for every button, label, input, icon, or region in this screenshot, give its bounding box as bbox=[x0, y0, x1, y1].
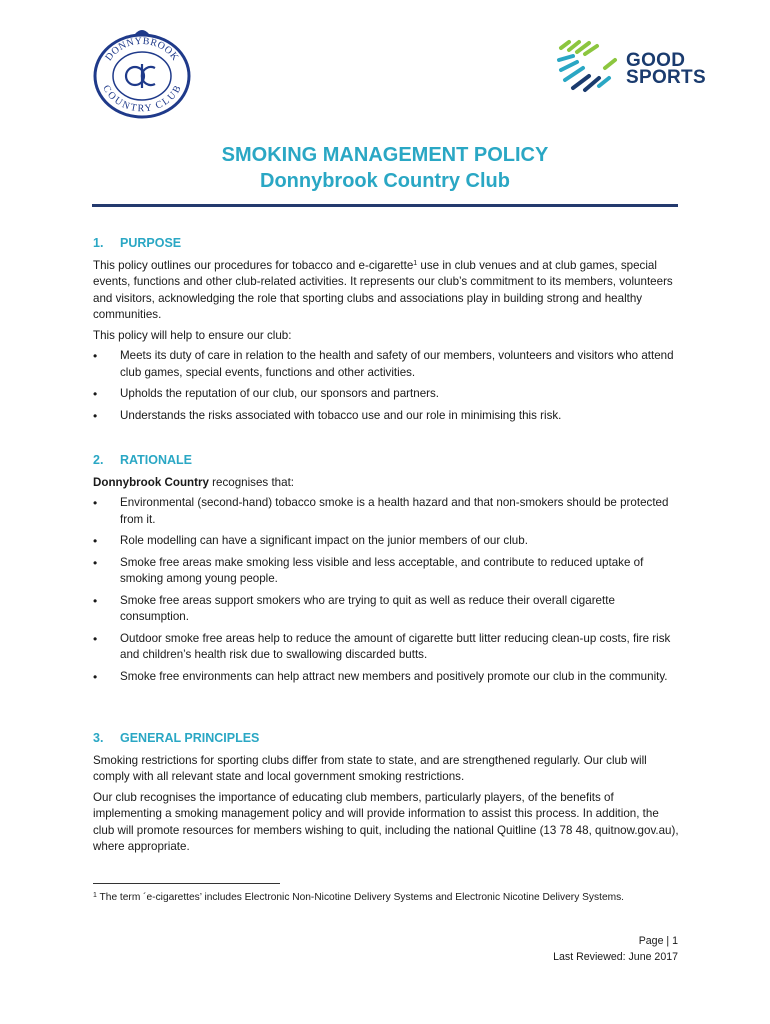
club-monogram-icon bbox=[126, 64, 155, 88]
list-item: • Environmental (second-hand) tobacco smoke is a health hazard and that non-smokers should be protected from it. bbox=[93, 495, 679, 528]
club-logo-top-text: DONNYBROOK bbox=[103, 35, 181, 64]
section-heading: 2. RATIONALE bbox=[93, 453, 192, 467]
list-item: • Smoke free areas make smoking less visible and less acceptable, and contribute to reduced uptake of smoking among young people. bbox=[93, 555, 679, 588]
rationale-intro: Donnybrook Country recognises that: bbox=[93, 475, 295, 489]
list-item: • Smoke free environments can help attract new members and positively promote our club in the community. bbox=[93, 669, 679, 686]
purpose-paragraph: This policy outlines our procedures for tobacco and e-cigarette$^1$ use in club venues and at club games, special events, functions and other club-related activities. It represents our club’s commitment to its members, volunteers and visitors, acknowledging the role that sporting clubs and associations play in building strong and healthy communities. bbox=[93, 258, 673, 321]
rationale-list bbox=[93, 495, 679, 685]
list-item: • Role modelling can have a significant impact on the junior members of our club. bbox=[93, 533, 679, 550]
section-rationale bbox=[93, 452, 679, 690]
section-heading: 3. GENERAL PRINCIPLES bbox=[93, 731, 260, 745]
purpose-list bbox=[93, 348, 679, 424]
section-purpose bbox=[93, 235, 679, 429]
principles-paragraph-1: Smoking restrictions for sporting clubs differ from state to state, and are strengthened regularly. Our club will comply with all relevant state and local government smoking restrictions. bbox=[93, 753, 647, 783]
purpose-intro: This policy will help to ensure our club: bbox=[93, 328, 292, 342]
document-title bbox=[0, 142, 770, 194]
list-item: • Upholds the reputation of our club, our sponsors and partners. bbox=[93, 386, 679, 403]
title-line1: SMOKING MANAGEMENT POLICY bbox=[221, 144, 549, 166]
footnote-ref: 1 bbox=[413, 259, 418, 267]
section-heading: 1. PURPOSE bbox=[93, 236, 182, 250]
club-logo bbox=[92, 26, 192, 120]
title-divider bbox=[92, 204, 678, 207]
section-principles bbox=[93, 730, 679, 860]
list-item: • Understands the risks associated with tobacco use and our role in minimising this risk. bbox=[93, 408, 679, 425]
good-sports-emblem-icon bbox=[555, 38, 625, 96]
last-reviewed: Last Reviewed: June 2017 bbox=[553, 951, 678, 963]
footnote-divider bbox=[93, 883, 280, 884]
good-sports-line1: GOOD bbox=[626, 50, 686, 71]
club-logo-bottom-text: COUNTRY CLUB bbox=[100, 83, 184, 115]
list-item: • Smoke free areas support smokers who are trying to quit as well as reduce their overall cigarette consumption. bbox=[93, 593, 679, 626]
title-line2: Donnybrook Country Club bbox=[260, 170, 510, 192]
page-number: Page | 1 bbox=[638, 935, 678, 947]
list-item: • Outdoor smoke free areas help to reduce the amount of cigarette butt litter reducing clean-up costs, fire risk and children’s health risk due to swallowing discarded butts. bbox=[93, 631, 679, 664]
page-footer bbox=[553, 933, 678, 965]
principles-paragraph-2: Our club recognises the importance of educating club members, particularly players, of the benefits of implementing a smoking management policy and will provide information to assist this process. In addition, the club will promote resources for members wishing to quit, including the national Quitline (13 78 48, quitnow.gov.au), where appropriate. bbox=[93, 790, 679, 853]
good-sports-line2: SPORTS bbox=[626, 67, 706, 88]
footnote: $^1$ The term ´e-cigarettes’ includes Electronic Non-Nicotine Delivery Systems and Electronic Nicotine Delivery Systems. bbox=[93, 892, 625, 903]
good-sports-wordmark bbox=[626, 52, 706, 86]
list-item: • Meets its duty of care in relation to the health and safety of our members, volunteers and visitors who attend club games, special events, functions and other activities. bbox=[93, 348, 679, 381]
